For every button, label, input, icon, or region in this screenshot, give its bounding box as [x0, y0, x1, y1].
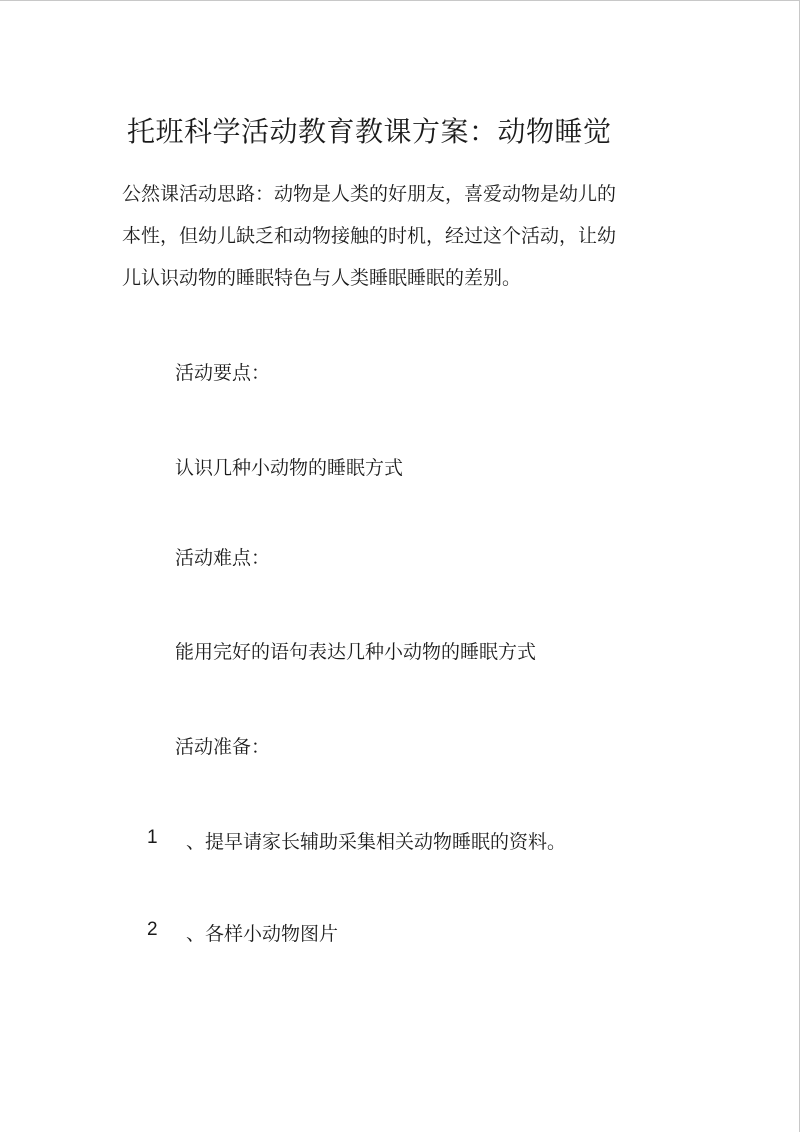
intro-line-3: 儿认识动物的睡眠特色与人类睡眠睡眠的差别。 — [122, 267, 522, 289]
preparation-heading: 活动准备： — [175, 736, 271, 758]
document-title: 托班科学活动教育教课方案：动物睡觉 — [127, 115, 612, 148]
intro-line-2: 本性，但幼儿缺乏和动物接触的时机，经过这个活动，让幼 — [122, 225, 617, 247]
difficulty-heading: 活动难点： — [175, 547, 271, 569]
preparation-item-number: 2 — [147, 919, 158, 940]
preparation-item-text: 、各样小动物图片 — [186, 923, 339, 945]
preparation-item-number: 1 — [147, 827, 158, 848]
intro-paragraph — [122, 173, 652, 299]
key-points-heading: 活动要点： — [175, 362, 271, 384]
intro-line-1: 公然课活动思路：动物是人类的好朋友，喜爱动物是幼儿的 — [122, 183, 617, 205]
difficulty-text: 能用完好的语句表达几种小动物的睡眠方式 — [175, 641, 537, 663]
key-points-text: 认识几种小动物的睡眠方式 — [175, 457, 404, 479]
preparation-item-text: 、提早请家长辅助采集相关动物睡眠的资料。 — [186, 831, 567, 853]
